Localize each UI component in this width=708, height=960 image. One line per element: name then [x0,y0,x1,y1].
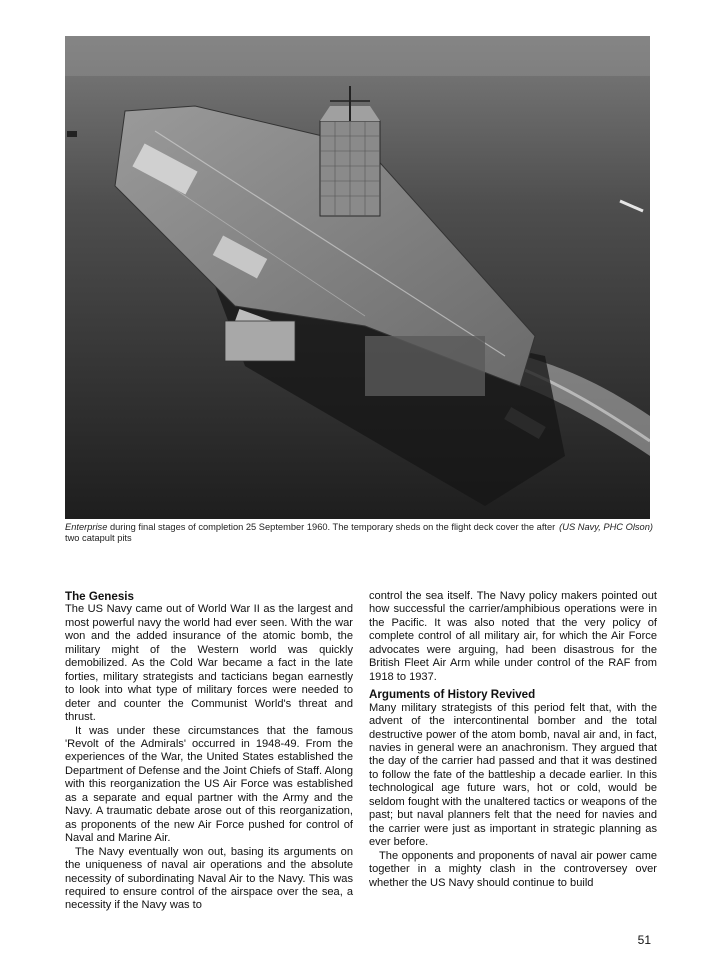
page-number: 51 [637,933,651,947]
carrier-photo-illustration [65,36,650,519]
right-column [369,590,657,890]
genesis-paragraph-continued: control the sea itself. The Navy policy makers pointed out how successful the carrier/amphibious operations were in the Pacific. It was also noted that the very policy of complete control of all military air, for which the Air Force advocates were arguing, had been disastrous for the British Fleet Air Arm while under control of the RAF from 1918 to 1937. [369,590,657,683]
genesis-paragraph-1: The US Navy came out of World War II as the largest and most powerful navy the world had ever seen. With the war won and the added insurance of the atomic bomb, the military might of the Western world was quickly demobilized. As the Cold War became a fact in the late forties, military strategists and tacticians began earnestly to look into what type of military forces were needed to deter and counter the Communist World's threat and thrust. [65,603,353,724]
arguments-paragraph-1: Many military strategists of this period felt that, with the advent of the intercontinental bomber and the total destructive power of the atom bomb, naval air and, in fact, navies in general were an anachronism. They argued that the day of the carrier had passed and that it was destined to follow the fate of the battleship a decade earlier. In this technological age future wars, hot or cold, would be seldom fought with the unaltered tactics or weapons of the past; but naval planners felt that the need for navies and the carrier were just as important in strategic planning as ever before. [369,701,657,849]
photo-credit: (US Navy, PHC Olson) [559,522,653,532]
aircraft-carrier-photo [65,36,650,519]
section-heading-arguments: Arguments of History Revived [369,688,536,702]
caption-text: during final stages of completion 25 September 1960. The temporary sheds on the flight deck cover the after two catapult pits [65,522,556,543]
left-column [65,590,353,913]
genesis-paragraph-3: The Navy eventually won out, basing its arguments on the uniqueness of naval air operations and the absolute necessity of subordinating Naval Air to the Navy. This was required to ensure control of the airspace over the sea, a necessity if the Navy was to [65,845,353,912]
photo-caption [65,522,653,544]
caption-ship-name: Enterprise [65,522,108,532]
arguments-paragraph-2: The opponents and proponents of naval air power came together in a mighty clash in the controversey over whether the US Navy should continue to build [369,849,657,889]
genesis-paragraph-2: It was under these circumstances that the famous 'Revolt of the Admirals' occurred in 1948-49. From the experiences of the War, the United States established the Department of Defense and the Joint Chiefs of Staff. Along with this reorganization the US Air Force was established as a separate and equal partner with the Army and the Navy. A traumatic debate arose out of this reorganization, as proponents of the new Air Force pushed for control of Naval and Marine Air. [65,724,353,845]
section-heading-genesis: The Genesis [65,590,134,603]
